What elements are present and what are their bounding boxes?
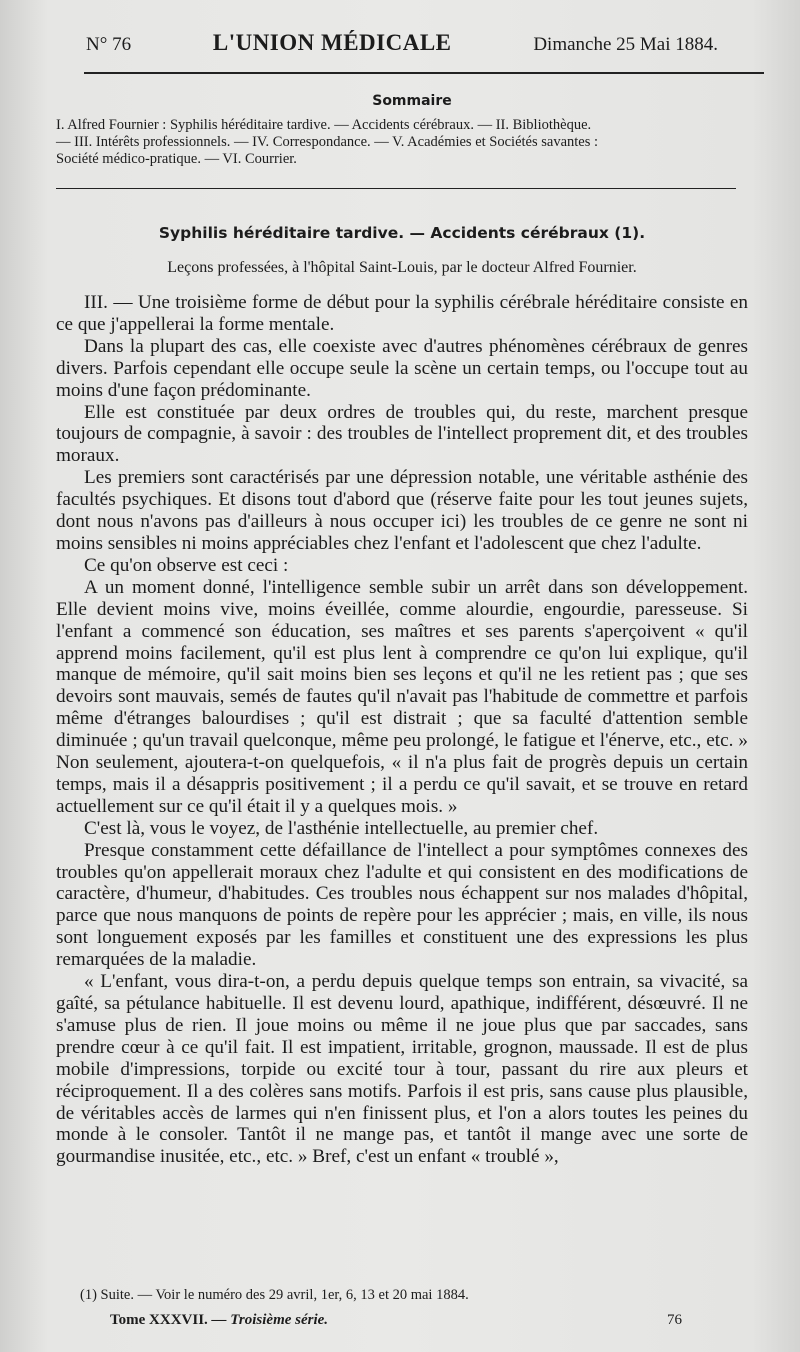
page-number: 76 [667, 1312, 682, 1328]
masthead-rule [84, 72, 764, 74]
paragraph-4: Les premiers sont caractérisés par une dépression notable, une véritable asthénie des facultés psychiques. Et disons tout d'abord que (réserve faite pour les tout jeunes sujets, dont nous n'avons pas d'ailleurs à nous occuper ici) les troubles de ce genre ne sont ni moins sensibles ni moins appréciables chez l'enfant et l'adolescent que chez l'adulte. [56, 467, 748, 554]
summary-heading: Sommaire [372, 93, 452, 109]
paragraph-6: A un moment donné, l'intelligence semble subir un arrêt dans son développement. Elle devient moins vive, moins éveillée, comme alourdie, engourdie, paresseuse. Si l'enfant a commencé son éducation, ses maîtres et ses parents s'aperçoivent « qu'il apprend moins facilement, qu'il est plus lent à comprendre ce qu'on lui explique, qu'il manque de mémoire, qu'il sait moins bien ses leçons et qu'il ne les retient pas ; que ses devoirs sont mauvais, semés de fautes qu'il n'avait pas l'habitude de commettre et parfois même d'étranges balourdises ; qu'il est distrait ; que sa faculté d'attention semble diminuée ; qu'un travail quelconque, même peu prolongé, le fatigue et l'énerve, etc., etc. » Non seulement, ajoutera-t-on quelquefois, « il n'a plus fait de progrès depuis un certain temps, mais il a désappris positivement ; il a perdu ce qu'il savait, et se trouve en retard actuellement sur ce qu'il était il y a quelques mois. » [56, 576, 748, 817]
lecture-credit: Leçons professées, à l'hôpital Saint-Louis, par le docteur Alfred Fournier. [167, 259, 637, 276]
footer-series: — Troisième série. [211, 1312, 329, 1328]
paragraph-8: Presque constamment cette défaillance de l'intellect a pour symptômes connexes des troubles qu'on appellerait moraux chez l'adulte et qui consistent en des modifications de caractère, d'humeur, d'habitudes. Ces troubles nous échappent sur nos malades d'hôpital, parce que nous manquons de points de repère pour les apprécier ; mais, en ville, ils nous sont longuement exposés par les familles et constituent une des expressions les plus remarquées de la maladie. [56, 839, 748, 971]
footnote: (1) Suite. — Voir le numéro des 29 avril, 1er, 6, 13 et 20 mai 1884. [80, 1287, 469, 1303]
journal-title: L'UNION MÉDICALE [212, 30, 452, 55]
paragraph-3: Elle est constituée par deux ordres de troubles qui, du reste, marchent presque toujours de compagnie, à savoir : des troubles de l'intellect proprement dit, et des troubles moraux. [56, 401, 748, 467]
issue-date: Dimanche 25 Mai 1884. [533, 34, 718, 55]
paragraph-2: Dans la plupart des cas, elle coexiste avec d'autres phénomènes cérébraux de genres divers. Parfois cependant elle occupe seule la scène un certain temps, ou l'occupe tout au moins d'une façon prédominante. [56, 335, 748, 401]
article-title: Syphilis héréditaire tardive. — Accidents cérébraux (1). [158, 224, 646, 242]
article-body [56, 292, 748, 1168]
masthead [56, 30, 748, 64]
paragraph-1: III. — Une troisième forme de début pour la syphilis cérébrale héréditaire consiste en ce que j'appellerai la forme mentale. [56, 292, 748, 335]
paragraph-5: Ce qu'on observe est ceci : [84, 554, 289, 576]
summary-rule [56, 188, 736, 189]
paragraph-9: « L'enfant, vous dira-t-on, a perdu depuis quelque temps son entrain, sa vivacité, sa gaîté, sa pétulance habituelle. Il est devenu lourd, apathique, indifférent, désœuvré. Il ne s'amuse plus de rien. Il joue moins ou même il ne joue plus que par saccades, sans prendre cœur à ce qu'il fait. Il est impatient, irritable, grognon, maussade. Il est de plus mobile d'impressions, torpide ou excité tour à tour, passant du rire aux pleurs et réciproquement. Il a des colères sans motifs. Parfois il est pris, sans cause plus plausible, de véritables accès de larmes qui n'en finissent plus, et l'on a alors toutes les peines du monde à le consoler. Tantôt il ne mange pas, et tantôt il mange avec une sorte de gourmandise inusitée, etc., etc. » Bref, c'est un enfant « troublé », [56, 971, 748, 1168]
issue-number: N° 76 [86, 34, 132, 55]
footer-volume [110, 1312, 328, 1329]
summary-contents [56, 117, 748, 168]
summary-line-2: — III. Intérêts professionnels. — IV. Correspondance. — V. Académies et Sociétés savantes : [56, 134, 599, 150]
summary-line-3: Société médico-pratique. — VI. Courrier. [56, 151, 297, 167]
summary-line-1: I. Alfred Fournier : Syphilis héréditaire tardive. — Accidents cérébraux. — II. Bibliothèque. [56, 117, 592, 133]
paragraph-7: C'est là, vous le voyez, de l'asthénie intellectuelle, au premier chef. [84, 817, 599, 839]
footer-tome: Tome XXXVII. [110, 1312, 208, 1328]
page-footer [110, 1312, 682, 1329]
